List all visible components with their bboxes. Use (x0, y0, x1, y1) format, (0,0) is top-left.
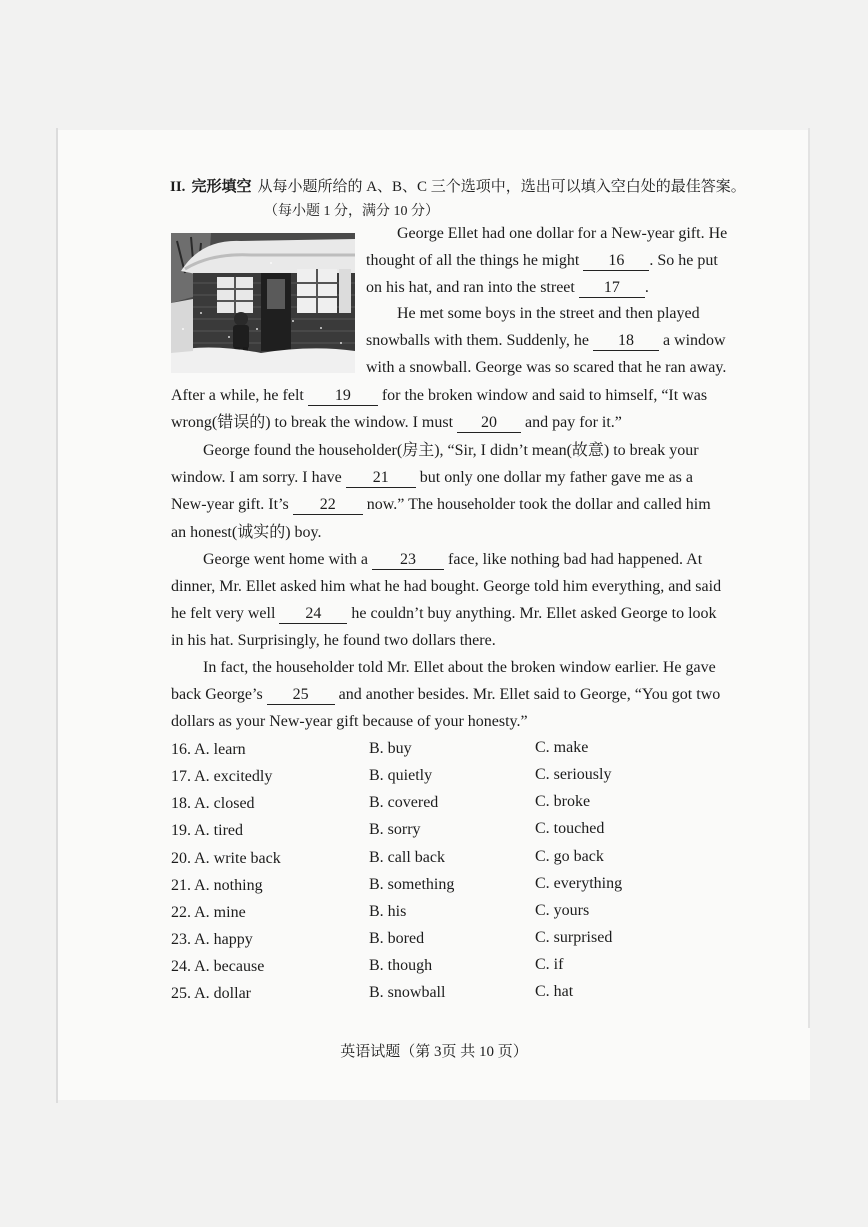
option-a: 17. A. excitedly (171, 768, 273, 785)
blank-17: 17 (579, 279, 645, 298)
passage-text: he couldn’t buy anything. Mr. Ellet asked George to look (351, 605, 717, 622)
passage-line (366, 277, 649, 299)
passage-text: and pay for it.” (525, 414, 622, 431)
passage-line (203, 657, 716, 679)
section-instruction: 从每小题所给的 A、B、C 三个选项中，选出可以填入空白处的最佳答案。 (257, 179, 746, 195)
passage-text: window. I am sorry. I have (171, 469, 342, 486)
blank-21: 21 (346, 469, 416, 488)
snow-house-illustration (171, 233, 355, 373)
section-scoring: （每小题 1 分，满分 10 分） (264, 204, 439, 219)
section-header (170, 177, 746, 197)
passage-text: now.” The householder took the dollar and called him (366, 496, 711, 513)
passage-text: for the broken window and said to himself, “It was (381, 387, 708, 404)
option-c: C. surprised (535, 929, 613, 946)
passage-text: George Ellet had one dollar for a New-year gift. He (397, 225, 728, 242)
option-b: B. call back (369, 849, 445, 866)
blank-22: 22 (293, 496, 363, 515)
page-footer: 英语试题（第 3页 共 10 页） (340, 1044, 528, 1060)
option-c: C. broke (535, 793, 591, 810)
option-c: C. hat (535, 983, 574, 1000)
blank-18: 18 (593, 332, 659, 351)
passage-text: snowballs with them. Suddenly, he (366, 332, 589, 349)
option-a: 19. A. tired (171, 822, 243, 839)
passage-text: George found the householder(房主), “Sir, I didn’t mean(故意) to break your (203, 442, 699, 459)
passage-line (366, 357, 726, 379)
blank-19: 19 (308, 387, 378, 406)
passage-text: . (644, 279, 649, 296)
option-a: 18. A. closed (171, 795, 255, 812)
option-c: C. if (535, 956, 564, 973)
passage-line (203, 549, 702, 571)
option-b: B. quietly (369, 767, 433, 784)
option-c: C. touched (535, 820, 605, 837)
passage-line (203, 440, 699, 462)
option-b: B. his (369, 903, 407, 920)
passage-line (171, 467, 693, 489)
passage-text: he felt very well (171, 605, 276, 622)
option-a: 22. A. mine (171, 904, 246, 921)
option-c: C. everything (535, 875, 623, 892)
passage-line (397, 223, 727, 245)
passage-text: dollars as your New-year gift because of your honesty.” (171, 713, 528, 730)
passage-text: . So he put (649, 252, 718, 269)
passage-text: In fact, the householder told Mr. Ellet about the broken window earlier. He gave (203, 659, 716, 676)
section-title: 完形填空 (191, 179, 252, 195)
blank-16: 16 (583, 252, 649, 271)
option-a: 21. A. nothing (171, 877, 263, 894)
option-c: C. make (535, 739, 589, 756)
option-a: 23. A. happy (171, 931, 253, 948)
passage-line (171, 522, 322, 544)
option-c: C. yours (535, 902, 590, 919)
passage-text: and another besides. Mr. Ellet said to George, “You got two (338, 686, 721, 703)
passage-text: on his hat, and ran into the street (366, 279, 575, 296)
passage-line (171, 412, 622, 434)
passage-text: He met some boys in the street and then played (397, 305, 700, 322)
passage-text: a window (662, 332, 726, 349)
blank-20: 20 (457, 414, 521, 433)
option-c: C. go back (535, 848, 604, 865)
option-b: B. buy (369, 740, 412, 757)
passage-text: New-year gift. It’s (171, 496, 289, 513)
passage-line (397, 303, 700, 325)
passage-line (171, 684, 720, 706)
passage-line (366, 330, 726, 352)
blank-24: 24 (279, 605, 347, 624)
option-b: B. sorry (369, 821, 421, 838)
passage-text: but only one dollar my father gave me as a (419, 469, 694, 486)
passage-text: with a snowball. George was so scared that he ran away. (366, 359, 727, 376)
passage-text: in his hat. Surprisingly, he found two dollars there. (171, 632, 496, 649)
blank-25: 25 (267, 686, 335, 705)
passage-line (366, 250, 718, 272)
section-number: II. (170, 179, 186, 195)
option-a: 16. A. learn (171, 741, 246, 758)
option-b: B. bored (369, 930, 425, 947)
passage-text: an honest(诚实的) boy. (171, 524, 322, 541)
option-b: B. covered (369, 794, 439, 811)
passage-line (171, 630, 496, 652)
passage-line (171, 711, 528, 733)
passage-line (171, 494, 711, 516)
passage-text: George went home with a (203, 551, 368, 568)
passage-text: dinner, Mr. Ellet asked him what he had bought. George told him everything, and said (171, 578, 722, 595)
passage-line (171, 576, 721, 598)
passage-text: wrong(错误的) to break the window. I must (171, 414, 454, 431)
option-a: 25. A. dollar (171, 985, 251, 1002)
passage-text: thought of all the things he might (366, 252, 580, 269)
passage-text: back George’s (171, 686, 263, 703)
passage-text: face, like nothing bad had happened. At (448, 551, 703, 568)
option-a: 24. A. because (171, 958, 265, 975)
option-a: 20. A. write back (171, 850, 281, 867)
option-b: B. snowball (369, 984, 446, 1001)
blank-23: 23 (372, 551, 444, 570)
option-b: B. something (369, 876, 455, 893)
passage-line (171, 385, 707, 407)
option-c: C. seriously (535, 766, 612, 783)
passage-line (171, 603, 717, 625)
passage-text: After a while, he felt (171, 387, 304, 404)
page-edge-right (808, 128, 810, 1028)
option-b: B. though (369, 957, 433, 974)
